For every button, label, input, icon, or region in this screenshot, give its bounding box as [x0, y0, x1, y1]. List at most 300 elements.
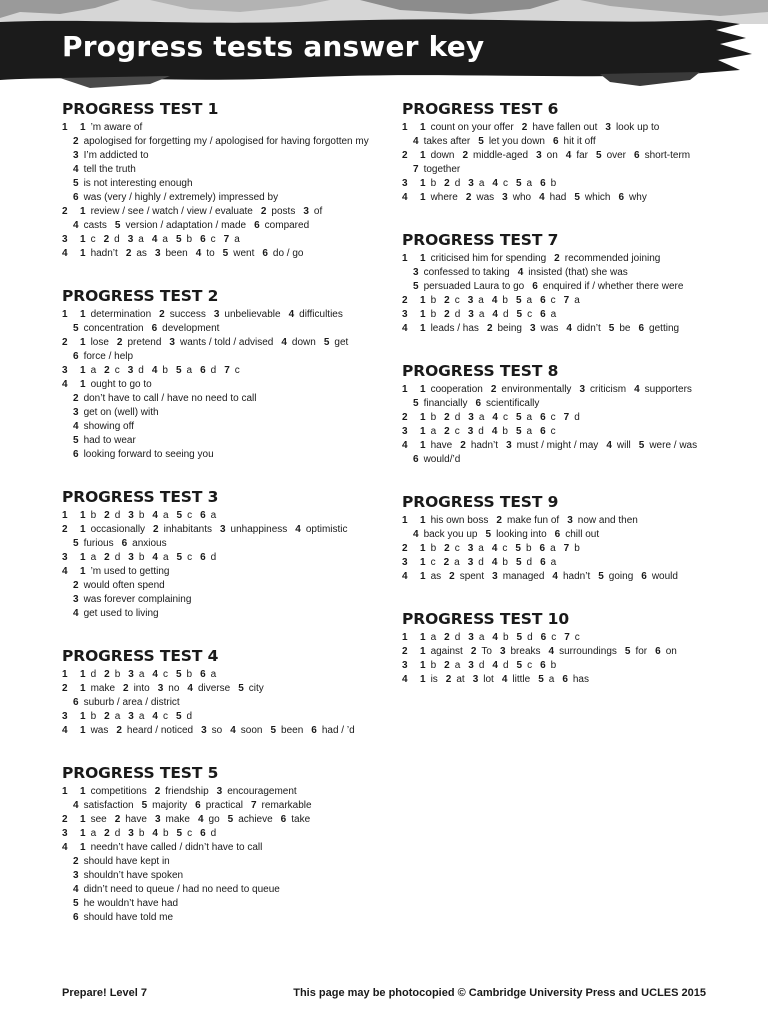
answer-text: enquired if / whether there were	[542, 281, 684, 292]
answer-line	[62, 219, 392, 233]
answer-item	[128, 711, 144, 722]
answer-line	[402, 570, 732, 584]
answer-text: be	[619, 323, 631, 334]
answer-text: development	[162, 323, 220, 334]
answer-text: unbelievable	[224, 309, 281, 320]
answer-item	[500, 646, 541, 657]
answer-item	[104, 711, 120, 722]
question-number: 2	[73, 393, 79, 404]
answer-item	[444, 309, 460, 320]
question-number: 3	[468, 412, 474, 423]
answer-item	[518, 267, 628, 278]
answer-lines	[62, 308, 392, 462]
question-number: 4	[73, 608, 79, 619]
question-number: 3	[413, 267, 419, 278]
exercise-number: 3	[62, 711, 68, 722]
question-number: 3	[157, 683, 164, 694]
question-number: 6	[195, 800, 201, 811]
answer-text: b	[430, 412, 437, 423]
answer-line	[62, 523, 392, 537]
exercise-number: 4	[402, 571, 408, 582]
answer-text: a	[138, 711, 145, 722]
answer-text: heard / noticed	[126, 725, 194, 736]
exercise-number: 2	[402, 646, 408, 657]
answer-item	[261, 206, 295, 217]
answer-item	[195, 800, 243, 811]
answer-text: I’m addicted to	[83, 150, 149, 161]
question-number: 5	[141, 800, 148, 811]
exercise-number: 1	[402, 384, 408, 395]
answer-line	[402, 121, 732, 135]
answer-text: d	[114, 828, 121, 839]
answer-text: he wouldn’t have had	[83, 898, 179, 909]
exercise-number: 4	[402, 323, 408, 334]
answer-line	[62, 448, 392, 462]
answer-text: c	[454, 543, 460, 554]
question-number: 2	[462, 150, 469, 161]
question-number: 5	[515, 543, 521, 554]
question-number: 2	[104, 669, 110, 680]
question-number: 3	[492, 571, 498, 582]
progress-test-9	[402, 493, 732, 584]
answer-item	[73, 351, 133, 362]
question-number: 2	[260, 206, 267, 217]
question-number: 4	[492, 660, 498, 671]
question-number: 6	[540, 412, 546, 423]
question-number: 7	[563, 543, 570, 554]
answer-item	[142, 800, 188, 811]
answer-text: a	[574, 295, 580, 306]
answer-item	[562, 674, 589, 685]
question-number: 1	[80, 552, 86, 563]
answer-text: c	[114, 365, 120, 376]
question-number: 5	[515, 295, 522, 306]
question-number: 6	[73, 697, 79, 708]
answer-line	[402, 528, 732, 542]
answer-lines	[402, 121, 732, 205]
question-number: 4	[548, 646, 555, 657]
answer-text: looking into	[496, 529, 547, 540]
answer-text: c	[187, 510, 193, 521]
answer-text: city	[248, 683, 264, 694]
question-number: 4	[152, 711, 158, 722]
answer-line	[62, 710, 392, 724]
answer-text: as	[430, 571, 442, 582]
answer-text: satisfaction	[83, 800, 134, 811]
answer-text: insisted (that) she was	[528, 267, 628, 278]
answer-text: achieve	[238, 814, 273, 825]
answer-text: should have kept in	[83, 856, 170, 867]
question-number: 5	[176, 552, 183, 563]
answer-text: b	[430, 660, 437, 671]
answer-text: a	[478, 309, 485, 320]
answer-item	[566, 150, 588, 161]
answer-text: a	[210, 510, 217, 521]
answer-text: why	[629, 192, 647, 203]
answer-text: at	[456, 674, 465, 685]
answer-item	[254, 220, 309, 231]
answer-text: have fallen out	[532, 122, 598, 133]
answer-item	[567, 515, 638, 526]
question-number: 3	[467, 557, 474, 568]
answer-line	[402, 383, 732, 397]
question-number: 3	[303, 206, 309, 217]
answer-item	[605, 122, 659, 133]
answer-item	[80, 379, 152, 390]
answer-text: b	[162, 365, 168, 376]
answer-item	[251, 800, 312, 811]
question-number: 4	[187, 683, 193, 694]
answer-item	[281, 814, 310, 825]
question-number: 1	[420, 426, 426, 437]
answer-item	[492, 632, 508, 643]
answer-text: a	[526, 178, 533, 189]
answer-text: a	[550, 309, 557, 320]
question-number: 3	[213, 309, 220, 320]
question-number: 2	[490, 384, 497, 395]
question-number: 6	[540, 426, 546, 437]
question-number: 4	[295, 524, 301, 535]
question-number: 1	[420, 150, 426, 161]
answer-line	[402, 252, 732, 266]
answer-text: make	[165, 814, 190, 825]
answer-text: c	[162, 669, 168, 680]
exercise-number: 1	[62, 122, 68, 133]
answer-text: showing off	[83, 421, 134, 432]
answer-text: was	[540, 323, 559, 334]
answer-text: hadn’t	[470, 440, 499, 451]
answer-line	[402, 191, 732, 205]
answer-item	[228, 814, 273, 825]
answer-text: posts	[271, 206, 296, 217]
answer-text: managed	[502, 571, 545, 582]
answer-item	[444, 178, 460, 189]
left-column	[62, 100, 392, 951]
question-number: 2	[103, 234, 110, 245]
answer-item	[324, 337, 348, 348]
answer-item	[200, 365, 216, 376]
answer-item	[80, 206, 253, 217]
answer-item	[73, 407, 159, 418]
answer-text: b	[162, 828, 169, 839]
question-number: 4	[152, 669, 158, 680]
answer-line	[62, 841, 392, 855]
answer-text: went	[233, 248, 255, 259]
answer-item	[540, 660, 556, 671]
answer-item	[295, 524, 347, 535]
answer-text: d	[138, 365, 144, 376]
exercise-number: 2	[62, 814, 68, 825]
question-number: 3	[128, 669, 134, 680]
answer-item	[502, 674, 530, 685]
answer-text: c	[90, 234, 96, 245]
answer-line	[62, 406, 392, 420]
question-number: 1	[80, 669, 86, 680]
answer-text: supporters	[644, 384, 692, 395]
question-number: 6	[200, 552, 206, 563]
test-heading: PROGRESS TEST 1	[62, 100, 219, 118]
answer-text: been	[281, 725, 304, 736]
answer-item	[123, 683, 150, 694]
answer-item	[80, 309, 151, 320]
answer-text: inhabitants	[163, 524, 212, 535]
answer-item	[574, 192, 610, 203]
answer-item	[80, 725, 108, 736]
progress-test-2	[62, 287, 392, 462]
answer-item	[80, 711, 96, 722]
question-number: 5	[515, 557, 522, 568]
question-number: 5	[515, 412, 522, 423]
question-number: 7	[224, 365, 230, 376]
answer-text: a	[526, 426, 533, 437]
answer-text: success	[169, 309, 206, 320]
answer-text: apologised for forgetting my / apologised for having forgotten my	[83, 136, 369, 147]
answer-line	[62, 191, 392, 205]
answer-item	[491, 384, 572, 395]
answer-text: b	[430, 295, 437, 306]
exercise-number: 2	[402, 543, 408, 554]
question-number: 1	[80, 234, 86, 245]
answer-line	[62, 135, 392, 149]
answer-item	[152, 828, 168, 839]
answer-text: lose	[90, 337, 109, 348]
answer-text: hadn’t	[562, 571, 591, 582]
answer-item	[73, 912, 173, 923]
answer-line	[62, 551, 392, 565]
answer-item	[420, 543, 436, 554]
question-number: 5	[323, 337, 330, 348]
test-heading: PROGRESS TEST 6	[402, 100, 559, 118]
question-number: 3	[128, 510, 134, 521]
question-number: 6	[262, 248, 268, 259]
answer-item	[530, 323, 558, 334]
answer-text: c	[454, 426, 460, 437]
answer-text: make fun of	[506, 515, 560, 526]
answer-text: get on (well) with	[83, 407, 159, 418]
question-number: 7	[564, 632, 570, 643]
answer-text: look up to	[615, 122, 660, 133]
question-number: 2	[465, 192, 472, 203]
exercise-number: 3	[402, 660, 408, 671]
answer-text: c	[430, 557, 436, 568]
question-number: 4	[152, 552, 158, 563]
answer-text: been	[165, 248, 188, 259]
question-number: 2	[73, 136, 79, 147]
answer-text: c	[187, 828, 193, 839]
answer-text: practical	[205, 800, 243, 811]
answer-item	[517, 309, 533, 320]
answer-text: a	[138, 234, 144, 245]
answer-line	[402, 308, 732, 322]
question-number: 1	[420, 412, 426, 423]
question-number: 4	[492, 412, 498, 423]
answer-text: force / help	[83, 351, 134, 362]
answer-item	[73, 220, 107, 231]
answer-item	[155, 786, 209, 797]
answer-item	[224, 234, 240, 245]
answer-text: a	[162, 552, 169, 563]
answer-item	[73, 800, 134, 811]
question-number: 2	[104, 365, 110, 376]
exercise-number: 3	[402, 309, 408, 320]
answer-line	[402, 135, 732, 149]
answer-text: b	[550, 178, 557, 189]
answer-item	[475, 398, 539, 409]
answer-text: scientifically	[486, 398, 540, 409]
answer-item	[492, 412, 508, 423]
answer-text: to	[206, 248, 215, 259]
answer-item	[73, 192, 278, 203]
question-number: 1	[420, 557, 426, 568]
exercise-number: 1	[62, 786, 68, 797]
answer-text: is not interesting enough	[83, 178, 193, 189]
answer-item	[73, 870, 183, 881]
answer-text: b	[138, 552, 145, 563]
footer-level: Prepare! Level 7	[62, 987, 147, 999]
answer-text: tell the truth	[83, 164, 136, 175]
answer-text: financially	[423, 398, 468, 409]
answer-text: lot	[483, 674, 494, 685]
answer-item	[128, 510, 144, 521]
answer-text: d	[454, 412, 461, 423]
answer-text: hit it off	[563, 136, 596, 147]
answer-item	[532, 281, 683, 292]
answer-line	[62, 434, 392, 448]
answer-text: difficulties	[299, 309, 343, 320]
answer-line	[62, 724, 392, 738]
question-number: 2	[153, 524, 159, 535]
answer-item	[238, 683, 264, 694]
answer-text: over	[606, 150, 627, 161]
question-number: 5	[270, 725, 277, 736]
answer-text: b	[502, 632, 509, 643]
answer-line	[402, 280, 732, 294]
question-number: 6	[200, 234, 206, 245]
answer-text: a	[478, 412, 485, 423]
answer-line	[402, 322, 732, 336]
question-number: 2	[114, 814, 121, 825]
answer-text: ought to go to	[90, 379, 152, 390]
answer-item	[176, 669, 192, 680]
answer-text: a	[90, 552, 97, 563]
answer-item	[522, 122, 598, 133]
answer-text: chill out	[565, 529, 600, 540]
question-number: 4	[501, 674, 508, 685]
answer-item	[413, 398, 467, 409]
answer-item	[468, 309, 484, 320]
answer-text: spent	[459, 571, 485, 582]
answer-item	[169, 337, 273, 348]
answer-text: a	[430, 426, 437, 437]
question-number: 5	[73, 538, 79, 549]
answer-item	[73, 884, 280, 895]
answer-lines	[402, 383, 732, 467]
question-number: 1	[420, 253, 426, 264]
question-number: 5	[574, 192, 580, 203]
test-heading: PROGRESS TEST 5	[62, 764, 219, 782]
answer-line	[402, 294, 732, 308]
answer-item	[155, 814, 190, 825]
question-number: 6	[638, 323, 645, 334]
answer-text: of	[313, 206, 323, 217]
question-number: 4	[606, 440, 612, 451]
exercise-number: 4	[402, 192, 408, 203]
answer-lines	[402, 252, 732, 336]
answer-item	[492, 543, 508, 554]
answer-item	[486, 529, 547, 540]
question-number: 4	[492, 632, 498, 643]
question-number: 5	[73, 323, 79, 334]
question-number: 6	[413, 454, 419, 465]
answer-item	[540, 543, 556, 554]
answer-text: didn’t need to queue / had no need to queue	[83, 884, 280, 895]
question-number: 5	[596, 150, 602, 161]
answer-text: would	[651, 571, 678, 582]
question-number: 3	[128, 711, 134, 722]
answer-lines	[402, 631, 732, 687]
question-number: 6	[634, 150, 640, 161]
answer-text: b	[186, 669, 193, 680]
answer-item	[80, 566, 170, 577]
answer-text: d	[454, 178, 461, 189]
answer-item	[516, 426, 532, 437]
answer-text: down	[291, 337, 316, 348]
question-number: 2	[470, 646, 477, 657]
question-number: 3	[467, 543, 474, 554]
answer-item	[444, 660, 460, 671]
answer-text: a	[526, 295, 533, 306]
answer-line	[62, 813, 392, 827]
answer-item	[176, 711, 192, 722]
question-number: 2	[116, 725, 122, 736]
answer-text: get used to living	[83, 608, 159, 619]
question-number: 5	[538, 674, 544, 685]
answer-text: together	[423, 164, 461, 175]
answer-item	[104, 828, 120, 839]
answer-text: d	[114, 510, 121, 521]
exercise-number: 1	[402, 632, 408, 643]
answer-text: a	[90, 365, 97, 376]
answer-text: d	[454, 309, 461, 320]
question-number: 2	[496, 515, 502, 526]
answer-item	[80, 814, 107, 825]
answer-item	[176, 234, 192, 245]
question-number: 4	[151, 365, 158, 376]
question-number: 1	[80, 206, 86, 217]
question-number: 5	[598, 571, 604, 582]
question-number: 4	[413, 529, 419, 540]
answer-item	[552, 571, 590, 582]
exercise-number: 2	[402, 295, 408, 306]
answer-item	[73, 435, 136, 446]
exercise-number: 4	[402, 674, 408, 685]
answer-text: d	[114, 234, 120, 245]
answer-item	[540, 309, 556, 320]
exercise-number: 2	[62, 206, 68, 217]
answer-text: b	[525, 543, 532, 554]
answer-text: optimistic	[305, 524, 348, 535]
answer-text: friendship	[165, 786, 209, 797]
question-number: 5	[176, 828, 183, 839]
answer-item	[420, 557, 436, 568]
exercise-number: 3	[62, 234, 68, 245]
test-heading: PROGRESS TEST 9	[402, 493, 559, 511]
answer-item	[230, 725, 262, 736]
footer-copyright: This page may be photocopied © Cambridge University Press and UCLES 2015	[293, 987, 706, 999]
question-number: 5	[516, 632, 523, 643]
question-number: 1	[420, 440, 426, 451]
answer-item	[564, 543, 580, 554]
